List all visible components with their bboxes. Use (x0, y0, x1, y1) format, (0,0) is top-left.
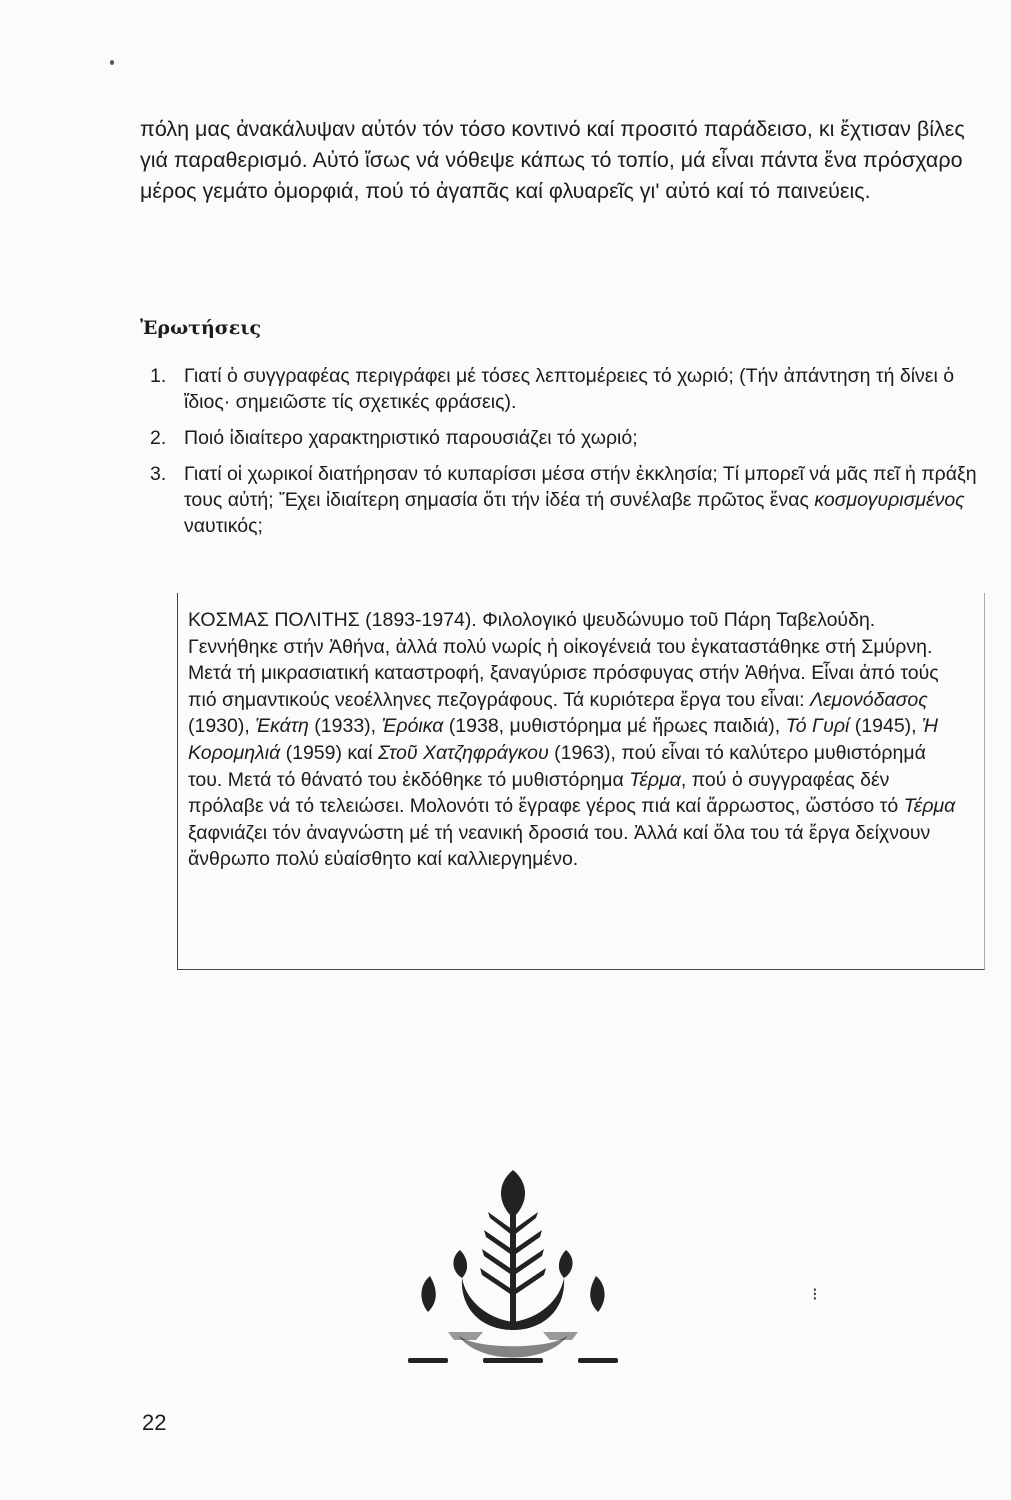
work-title: Ἐρόικα (381, 715, 444, 738)
bio-segment: (1930), (188, 715, 256, 738)
question-item (150, 363, 990, 415)
work-title: Στοῦ Χατζηφράγκου (377, 741, 549, 764)
body-paragraph: πόλη μας ἀνακάλυψαν αὐτόν τόν τόσο κοντινό καί προσιτό παράδεισο, κι ἔχτισαν βίλες γιά παραθερισμό. Αὐτό ἴσως νά νόθεψε κάπως τό τοπίο, μά εἶναι πάντα ἕνα πρόσχαρο μέρος γεμάτο ὀμορφιά, πού τό ἀγαπᾶς καί φλυαρεῖς γι' αὐτό καί τό παινεύεις. (140, 117, 965, 203)
work-title: Τέρμα (629, 768, 681, 791)
question-text: Γιατί ὁ συγγραφέας περιγράφει μέ τόσες λεπτομέρειες τό χωριό; (Τήν ἀπάντηση τή δίνει ὁ ἴδιος· σημειῶστε τίς σχετικές φράσεις). (184, 365, 955, 413)
bio-segment: , πού ὁ συγγραφέας δέν πρόλαβε νά τό τελειώσει. Μολονότι τό ἔγραφε γέρος πιά καί ἄρρωστος, ὥστόσο τό (188, 768, 904, 818)
author-bio-box (177, 593, 985, 970)
plant-ornament-icon (388, 1160, 638, 1390)
question-item (150, 461, 990, 539)
work-title: Τέρμα (903, 795, 956, 818)
bio-segment: (1959) καί (280, 741, 378, 764)
page-number: 22 (142, 1410, 167, 1435)
bio-segment: ΚΟΣΜΑΣ ΠΟΛΙΤΗΣ (1893-1974). Φιλολογικό ψευδώνυμο τοῦ Πάρη Ταβελούδη. Γεννήθηκε στήν Ἀθήνα, ἀλλά πολύ νωρίς ἡ οἰκογένειά του ἐγκαταστάθηκε στή Σμύρνη. Μετά τή μικρασιατική καταστροφή, ξαναγύρισε πρόσφυγας στήν Ἀθήνα. Εἶναι ἀπό τούς πιό σημαντικούς νεοέλληνες πεζογράφους. Τά κυριότερα ἔργα του εἶναι: (188, 609, 939, 711)
questions-heading: Ἐρωτήσεις (140, 317, 262, 339)
bio-segment: (1938, μυθιστόρημα μέ ἥρωες παιδιά), (443, 715, 786, 738)
work-title: Ἡ Κορομηλιά (188, 715, 939, 764)
bio-segment: (1945), (849, 715, 923, 738)
work-title: Τό Γυρί (785, 715, 850, 738)
question-number: 3. (150, 463, 167, 485)
work-title: Ἑκάτη (255, 715, 309, 738)
bio-segment: (1933), (308, 715, 382, 738)
author-bio-text (188, 607, 964, 873)
question-item (150, 425, 990, 451)
question-text: Ποιό ἰδιαίτερο χαρακτηριστικό παρουσιάζει τό χωριό; (184, 427, 638, 449)
question-text: Γιατί οἱ χωρικοί διατήρησαν τό κυπαρίσσι μέσα στήν ἐκκλησία; Τί μπορεῖ νά μᾶς πεῖ ἡ πράξη τους αὐτή; Ἔχει ἰδιαίτερη σημασία ὅτι τήν ἰδέα τή συνέλαβε πρῶτος ἕνας κοσμογυρισμένος ναυτικός; (184, 463, 977, 537)
question-number: 1. (150, 365, 167, 387)
bio-segment: ξαφνιάζει τόν ἀναγνώστη μέ τή νεανική δροσιά του. Ἀλλά καί ὅλα του τά ἔργα δείχνουν ἄνθρωπο πολύ εὐαίσθητο καί καλλιεργημένο. (188, 821, 931, 871)
question-number: 2. (150, 427, 167, 449)
margin-mark: ⁝ (812, 1284, 818, 1304)
questions-list (150, 363, 990, 549)
ink-speck (110, 60, 114, 65)
bio-segment: (1963), πού εἶναι τό καλύτερο μυθιστόρημά του. Μετά τό θάνατό του ἐκδόθηκε τό μυθιστόρημα (188, 741, 926, 791)
work-title: Λεμονόδασος (809, 688, 928, 711)
